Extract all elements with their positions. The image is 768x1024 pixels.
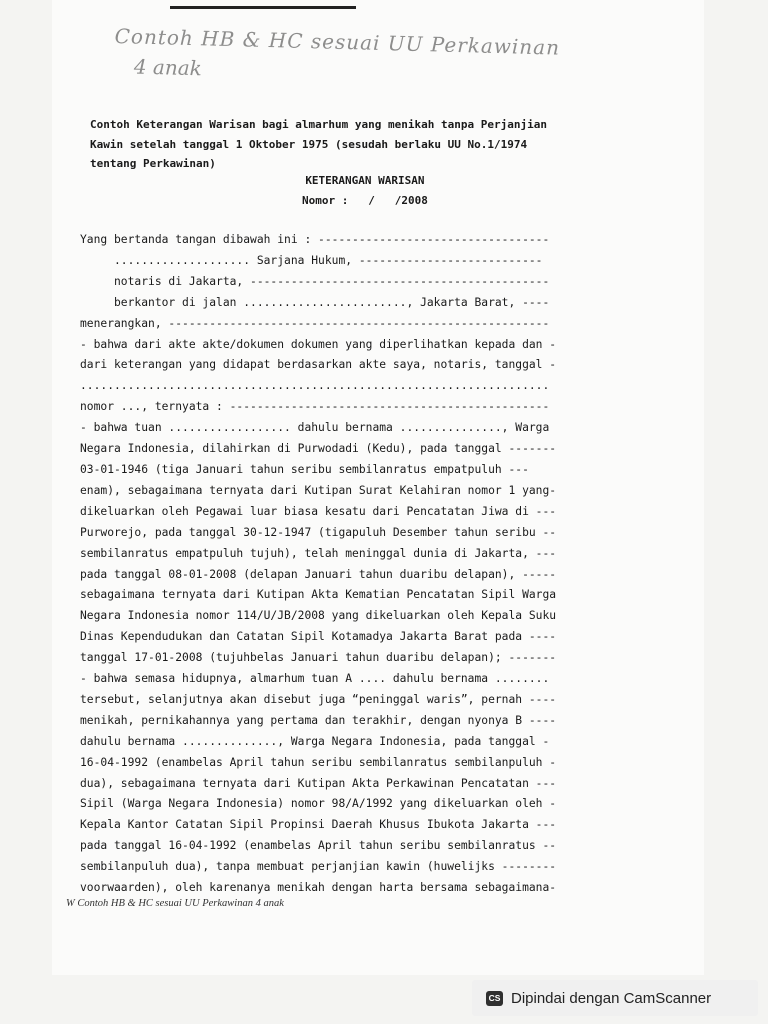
body-line: menikah, pernikahannya yang pertama dan terakhir, dengan nyonya B ---- bbox=[80, 713, 557, 727]
intro-line: Contoh Keterangan Warisan bagi almarhum yang menikah tanpa Perjanjian bbox=[90, 118, 547, 131]
body-line: tersebut, selanjutnya akan disebut juga “peninggal waris”, pernah ---- bbox=[80, 692, 557, 706]
document-body bbox=[80, 230, 556, 899]
body-line: sembilanratus empatpuluh tujuh), telah meninggal dunia di Jakarta, --- bbox=[80, 546, 557, 560]
intro-line: tentang Perkawinan) bbox=[90, 157, 216, 170]
body-line: menerangkan, -------------------------------------------------------- bbox=[80, 316, 550, 330]
body-line: nomor ..., ternyata : ----------------------------------------------- bbox=[80, 400, 550, 414]
document-number: Nomor : / /2008 bbox=[302, 193, 428, 207]
camscanner-icon: CS bbox=[486, 991, 503, 1006]
handwritten-note-line-1: Contoh HB & HC sesuai UU Perkawinan bbox=[114, 24, 561, 60]
body-line: 16-04-1992 (enambelas April tahun seribu sembilanratus sembilanpuluh - bbox=[80, 755, 557, 769]
body-line: - bahwa dari akte akte/dokumen dokumen yang diperlihatkan kepada dan - bbox=[80, 337, 557, 351]
body-line: pada tanggal 16-04-1992 (enambelas April tahun seribu sembilanratus -- bbox=[80, 839, 557, 853]
camscanner-label: Dipindai dengan CamScanner bbox=[511, 989, 712, 1007]
body-line: sebagaimana ternyata dari Kutipan Akta Kematian Pencatatan Sipil Warga bbox=[80, 588, 557, 602]
body-line: .................... Sarjana Hukum, --------------------------- bbox=[80, 253, 543, 267]
body-line: 03-01-1946 (tiga Januari tahun seribu sembilanratus empatpuluh --- bbox=[80, 462, 529, 476]
body-line: dahulu bernama .............., Warga Negara Indonesia, pada tanggal - bbox=[80, 734, 550, 748]
body-line: - bahwa semasa hidupnya, almarhum tuan A .... dahulu bernama ........ bbox=[80, 672, 550, 686]
top-rule bbox=[170, 6, 356, 9]
body-line: ..................................................................... bbox=[80, 379, 550, 393]
body-line: tanggal 17-01-2008 (tujuhbelas Januari tahun duaribu delapan); ------- bbox=[80, 651, 557, 665]
body-line: sembilanpuluh dua), tanpa membuat perjanjian kawin (huwelijks -------- bbox=[80, 860, 557, 874]
body-line: Purworejo, pada tanggal 30-12-1947 (tigapuluh Desember tahun seribu -- bbox=[80, 525, 557, 539]
body-line: dua), sebagaimana ternyata dari Kutipan Akta Perkawinan Pencatatan --- bbox=[80, 776, 557, 790]
intro-line: Kawin setelah tanggal 1 Oktober 1975 (sesudah berlaku UU No.1/1974 bbox=[90, 137, 528, 151]
body-line: Sipil (Warga Negara Indonesia) nomor 98/A/1992 yang dikeluarkan oleh - bbox=[80, 797, 557, 811]
body-line: voorwaarden), oleh karenanya menikah dengan harta bersama sebagaimana- bbox=[80, 881, 557, 895]
body-line: notaris di Jakarta, -------------------------------------------- bbox=[80, 274, 550, 288]
document-heading bbox=[302, 171, 428, 210]
camscanner-badge bbox=[472, 980, 758, 1016]
document-title: KETERANGAN WARISAN bbox=[305, 174, 425, 187]
body-line: dari keterangan yang didapat berdasarkan akte saya, notaris, tanggal - bbox=[80, 358, 557, 372]
body-line: berkantor di jalan ........................, Jakarta Barat, ---- bbox=[80, 295, 550, 309]
body-line: pada tanggal 08-01-2008 (delapan Januari tahun duaribu delapan), ----- bbox=[80, 567, 557, 581]
body-line: Yang bertanda tangan dibawah ini : ---------------------------------- bbox=[80, 233, 550, 246]
body-line: Negara Indonesia, dilahirkan di Purwodadi (Kedu), pada tanggal ------- bbox=[80, 442, 557, 456]
body-line: Dinas Kependudukan dan Catatan Sipil Kotamadya Jakarta Barat pada ---- bbox=[80, 630, 557, 644]
body-line: - bahwa tuan .................. dahulu bernama ..............., Warga bbox=[80, 421, 550, 435]
body-line: Negara Indonesia nomor 114/U/JB/2008 yang dikeluarkan oleh Kepala Suku bbox=[80, 609, 557, 623]
intro-paragraph bbox=[90, 115, 547, 174]
body-line: Kepala Kantor Catatan Sipil Propinsi Daerah Khusus Ibukota Jakarta --- bbox=[80, 818, 557, 832]
body-line: enam), sebagaimana ternyata dari Kutipan Surat Kelahiran nomor 1 yang- bbox=[80, 483, 557, 497]
footer-note: W Contoh HB & HC sesuai UU Perkawinan 4 anak bbox=[66, 898, 284, 909]
handwritten-note-line-2: 4 anak bbox=[133, 54, 203, 81]
body-line: dikeluarkan oleh Pegawai luar biasa kesatu dari Pencatatan Jiwa di --- bbox=[80, 504, 557, 518]
